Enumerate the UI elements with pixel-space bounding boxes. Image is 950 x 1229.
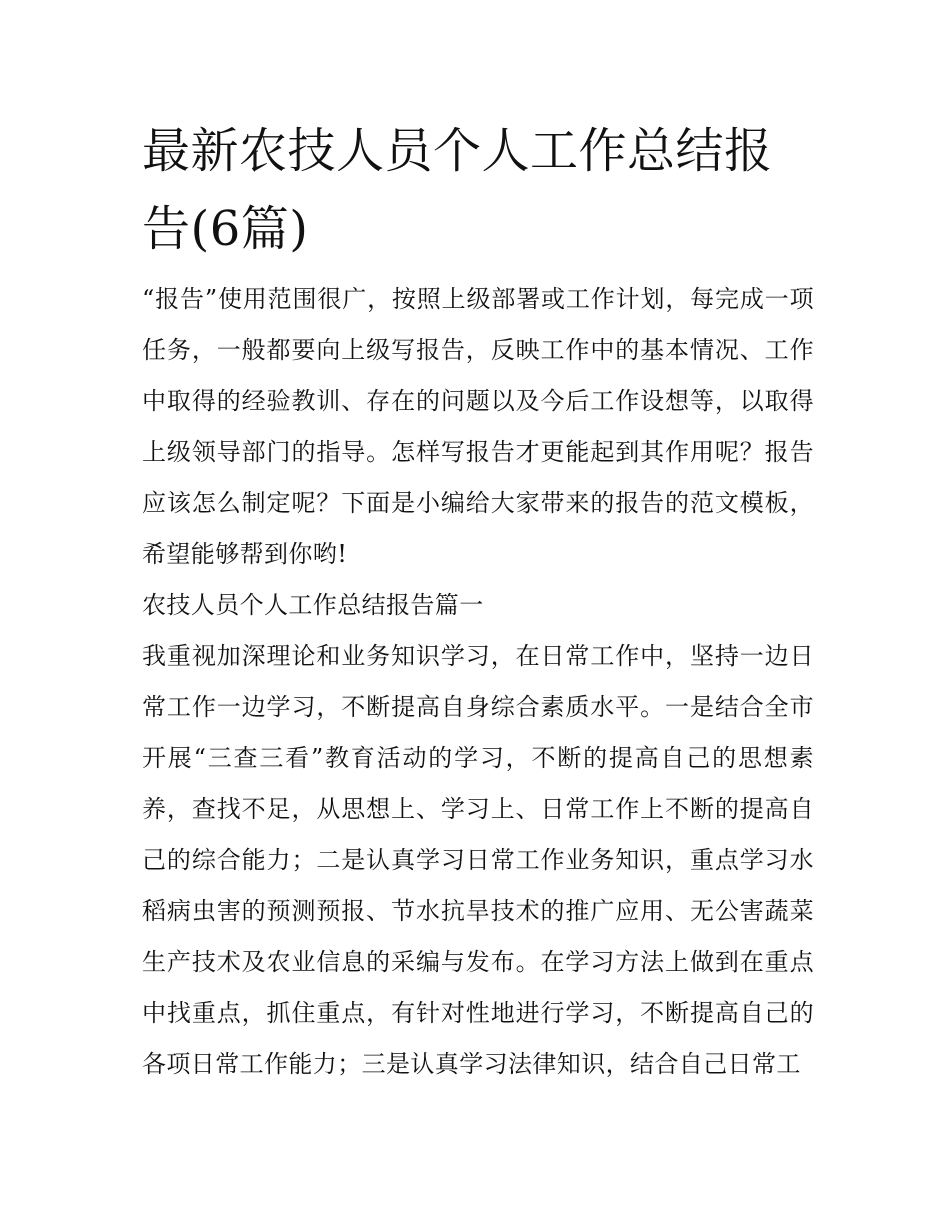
intro-paragraph: “报告”使用范围很广，按照上级部署或工作计划，每完成一项任务，一般都要向上级写报告，反映工作中的基本情况、工作中取得的经验教训、存在的问题以及今后工作设想等，以取得上级领导部门的指导。怎样写报告才更能起到其作用呢？报告应该怎么制定呢？下面是小编给大家带来的报告的范文模板，希望能够帮到你哟! <box>142 285 814 568</box>
section-heading: 农技人员个人工作总结报告篇一 <box>142 591 484 619</box>
section-body-paragraph: 我重视加深理论和业务知识学习，在日常工作中，坚持一边日常工作一边学习，不断提高自身综合素质水平。一是结合全市开展“三查三看”教育活动的学习，不断的提高自己的思想素养，查找不足，从思想上、学习上、日常工作上不断的提高自己的综合能力；二是认真学习日常工作业务知识，重点学习水稻病虫害的预测预报、节水抗旱技术的推广应用、无公害蔬菜生产技术及农业信息的采编与发布。在学习方法上做到在重点中找重点，抓住重点，有针对性地进行学习，不断提高自己的各项日常工作能力；三是认真学习法律知识，结合自己日常工 <box>142 642 814 1078</box>
document-title: 最新农技人员个人工作总结报告(6篇) <box>142 123 773 257</box>
document-content <box>142 112 814 1090</box>
